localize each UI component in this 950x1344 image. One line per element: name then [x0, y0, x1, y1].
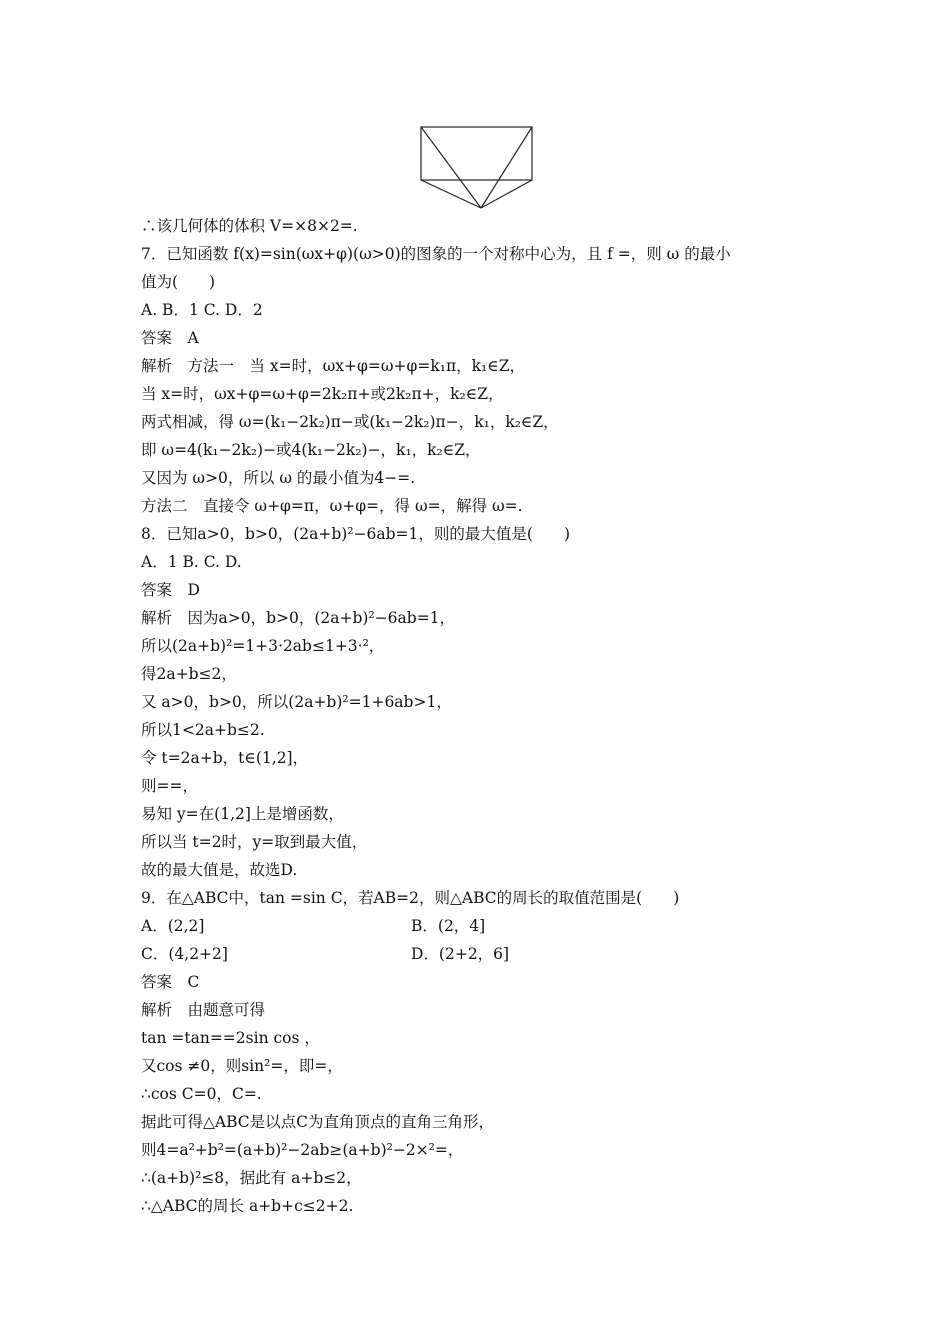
option-c: C．(4,2+2] — [141, 945, 228, 963]
option-b: B．(2，4] — [411, 917, 486, 935]
text-line: A．1 B. C. D. — [141, 553, 242, 571]
text-line: 据此可得△ABC是以点C为直角顶点的直角三角形， — [141, 1113, 495, 1131]
text-line: 解析 方法一 当 x=时，ωx+φ=ω+φ=k₁π，k₁∈Z， — [141, 357, 525, 375]
text-line: 答案 D — [141, 581, 200, 599]
text-line: 9．在△ABC中，tan =sin C，若AB=2，则△ABC的周长的取值范围是( ) — [141, 889, 680, 907]
text-line: 易知 y=在(1,2]上是增函数， — [141, 805, 344, 823]
text-line: 得2a+b≤2， — [141, 665, 237, 683]
text-line: ∴该几何体的体积 V=×8×2=. — [141, 217, 358, 235]
text-line: 则==， — [141, 777, 198, 795]
text-line: 解析 由题意可得 — [141, 1001, 266, 1019]
text-line: 又因为 ω>0，所以 ω 的最小值为4−=. — [141, 469, 416, 487]
text-line: 值为( ) — [141, 273, 216, 291]
text-line: ∴△ABC的周长 a+b+c≤2+2. — [141, 1197, 354, 1215]
text-line: 又cos ≠0，则sin²=，即=， — [141, 1057, 343, 1075]
text-line: 7．已知函数 f(x)=sin(ωx+φ)(ω>0)的图象的一个对称中心为，且 f =，则 ω 的最小 — [141, 245, 731, 263]
text-line: 所以当 t=2时，y=取到最大值， — [141, 833, 368, 851]
text-line: 故的最大值是，故选D. — [141, 861, 298, 879]
text-line: 即 ω=4(k₁−2k₂)−或4(k₁−2k₂)−，k₁，k₂∈Z， — [141, 441, 481, 459]
text-line: ∴(a+b)²≤8，据此有 a+b≤2， — [141, 1169, 362, 1187]
text-line: 当 x=时，ωx+φ=ω+φ=2k₂π+或2k₂π+，k₂∈Z， — [141, 385, 504, 403]
figure-edge — [421, 180, 481, 208]
q9-options-row — [141, 940, 821, 968]
text-line: 令 t=2a+b，t∈(1,2]， — [141, 749, 309, 767]
text-line: 则4=a²+b²=(a+b)²−2ab≥(a+b)²−2×²=， — [141, 1141, 464, 1159]
text-line: 所以(2a+b)²=1+3·2ab≤1+3·²， — [141, 637, 385, 655]
figure-edge — [421, 127, 481, 208]
geometry-figure — [420, 124, 534, 210]
text-line: A. B．1 C. D．2 — [141, 301, 263, 319]
option-a: A．(2,2] — [141, 917, 205, 935]
q9-options-row — [141, 912, 821, 940]
text-line: 答案 C — [141, 973, 200, 991]
option-d: D．(2+2，6] — [411, 945, 510, 963]
figure-edge — [481, 180, 532, 208]
text-line: 两式相减，得 ω=(k₁−2k₂)π−或(k₁−2k₂)π−，k₁，k₂∈Z， — [141, 413, 559, 431]
text-line: 答案 A — [141, 329, 199, 347]
text-line: tan =tan==2sin cos ， — [141, 1029, 320, 1047]
text-line: 8．已知a>0，b>0，(2a+b)²−6ab=1，则的最大值是( ) — [141, 525, 570, 543]
text-line: 所以1<2a+b≤2. — [141, 721, 265, 739]
text-line: 方法二 直接令 ω+φ=π，ω+φ=，得 ω=，解得 ω=. — [141, 497, 523, 515]
text-line: 又 a>0，b>0，所以(2a+b)²=1+6ab>1， — [141, 693, 452, 711]
figure-edge — [481, 127, 532, 208]
text-line: 解析 因为a>0，b>0，(2a+b)²−6ab=1， — [141, 609, 456, 627]
solution-text — [141, 212, 821, 1220]
text-line: ∴cos C=0，C=. — [141, 1085, 262, 1103]
